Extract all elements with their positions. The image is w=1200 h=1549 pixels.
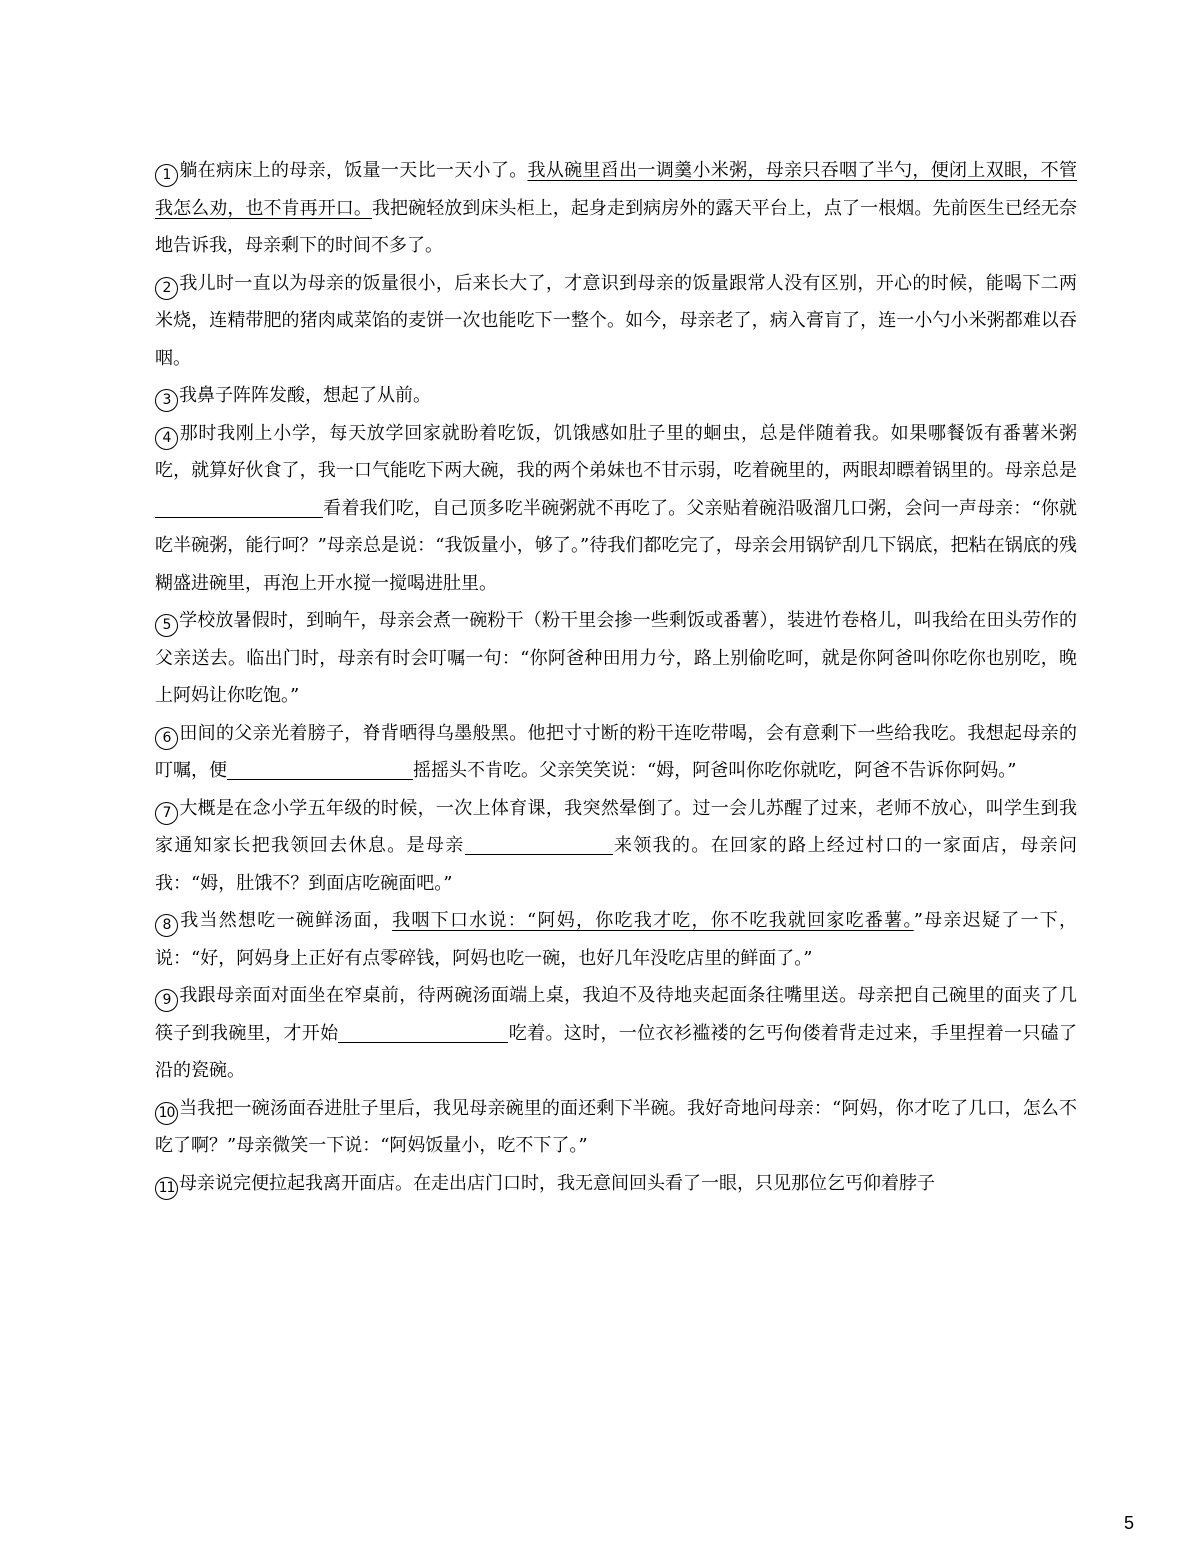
fill-in-blank bbox=[155, 497, 323, 518]
paragraph-text: 躺在病床上的母亲，饭量一天比一天小了。 bbox=[179, 160, 528, 181]
fill-in-blank bbox=[338, 1022, 508, 1043]
paragraph-5 bbox=[155, 602, 1077, 715]
paragraph-text: 看着我们吃，自己顶多吃半碗粥就不再吃了。父亲贴着碗沿吸溜几口粥，会问一声母亲：“你就吃半碗粥，能行呵？”母亲总是说：“我饭量小，够了。”待我们都吃完了，母亲会用锅铲刮几下锅底，把粘在锅底的残糊盛进碗里，再泡上开水搅一搅喝进肚里。 bbox=[155, 497, 1077, 594]
paragraph-number-circle: 1 bbox=[155, 164, 178, 187]
paragraph-text: 学校放暑假时，到晌午，母亲会煮一碗粉干（粉干里会掺一些剩饭或番薯），装进竹卷格儿，叫我给在田头劳作的父亲送去。临出门时，母亲有时会叮嘱一句：“你阿爸种田用力兮，路上别偷吃呵，就是你阿爸叫你吃你也别吃，晚上阿妈让你吃饱。” bbox=[155, 610, 1077, 706]
paragraph-number-circle: 3 bbox=[155, 389, 178, 412]
paragraph-1 bbox=[155, 152, 1077, 265]
paragraph-6 bbox=[155, 715, 1077, 790]
paragraph-text: 我跟母亲面对面坐在窄桌前，待两碗汤面端上桌，我迫不及待地夹起面条往嘴里送。母亲把自己碗里的面夹了几筷子到我碗里，才开始 bbox=[155, 985, 1077, 1044]
paragraph-text: 我鼻子阵阵发酸，想起了从前。 bbox=[179, 385, 431, 406]
paragraph-text: 田间的父亲光着膀子，脊背晒得乌墨般黑。他把寸寸断的粉干连吃带喝，会有意剩下一些给我吃。我想起母亲的叮嘱，便 bbox=[155, 722, 1077, 781]
fill-in-blank bbox=[227, 759, 413, 780]
paragraph-number-circle: 5 bbox=[155, 614, 178, 637]
paragraph-number-circle: 11 bbox=[155, 1177, 178, 1200]
paragraph-text: 我把碗轻放到床头柜上，起身走到病房外的露天平台上，点了一根烟。先前医生已经无奈地告诉我，母亲剩下的时间不多了。 bbox=[155, 197, 1078, 256]
paragraph-text: 我当然想吃一碗鲜汤面， bbox=[179, 910, 393, 931]
paragraph-8 bbox=[155, 902, 1077, 977]
paragraph-10 bbox=[155, 1090, 1077, 1165]
paragraph-number-circle: 4 bbox=[155, 427, 178, 450]
paragraph-text: 我儿时一直以为母亲的饭量很小，后来长大了，才意识到母亲的饭量跟常人没有区别，开心的时候，能喝下二两米烧，连精带肥的猪肉咸菜馅的麦饼一次也能吃下一整个。如今，母亲老了，病入膏肓了，连一小勺小米粥都难以吞咽。 bbox=[155, 272, 1077, 369]
paragraph-text: 母亲说完便拉起我离开面店。在走出店门口时，我无意间回头看了一眼，只见那位乞丐仰着脖子 bbox=[179, 1172, 935, 1194]
paragraph-4 bbox=[155, 415, 1077, 603]
paragraph-7 bbox=[155, 790, 1077, 903]
paragraph-number-circle: 2 bbox=[155, 277, 178, 300]
paragraph-text: 摇摇头不肯吃。父亲笑笑说：“姆，阿爸叫你吃你就吃，阿爸不告诉你阿妈。” bbox=[413, 760, 1017, 781]
paragraph-number-circle: 6 bbox=[155, 727, 178, 750]
paragraph-text: 当我把一碗汤面吞进肚子里后，我见母亲碗里的面还剩下半碗。我好奇地问母亲：“阿妈，你才吃了几口，怎么不吃了啊？”母亲微笑一下说：“阿妈饭量小，吃不下了。” bbox=[155, 1097, 1077, 1156]
paragraph-11 bbox=[155, 1165, 1077, 1203]
paragraph-number-circle: 9 bbox=[155, 989, 178, 1012]
paragraph-number-circle: 7 bbox=[155, 802, 178, 825]
underlined-sentence: 我咽下口水说：“阿妈，你吃我才吃，你不吃我就回家吃番薯。 bbox=[392, 910, 914, 931]
underlined-sentence: 我从碗里舀出一调羹小米粥，母亲只吞咽了半勺，便闭上双眼，不管我怎么劝，也不肯再开口。 bbox=[155, 160, 1077, 219]
paragraph-number-circle: 8 bbox=[155, 914, 178, 937]
paragraph-number-circle: 10 bbox=[155, 1102, 178, 1125]
fill-in-blank bbox=[465, 834, 613, 855]
paragraph-text: 那时我刚上小学，每天放学回家就盼着吃饭，饥饿感如肚子里的蛔虫，总是伴随着我。如果哪餐饭有番薯米粥吃，就算好伙食了，我一口气能吃下两大碗，我的两个弟妹也不甘示弱，吃着碗里的，两眼却瞟着锅里的。母亲总是 bbox=[155, 422, 1077, 481]
page-number: 5 bbox=[1123, 1513, 1134, 1533]
paragraph-text: 吃着。这时，一位衣衫褴褛的乞丐佝偻着背走过来，手里捏着一只磕了沿的瓷碗。 bbox=[155, 1022, 1078, 1081]
paragraph-2 bbox=[155, 265, 1077, 378]
article-body bbox=[155, 152, 1077, 1202]
paragraph-text: ”母亲迟疑了一下，说：“好，阿妈身上正好有点零碎钱，阿妈也吃一碗，也好几年没吃店里的鲜面了。” bbox=[155, 910, 1078, 969]
paragraph-9 bbox=[155, 977, 1077, 1090]
paragraph-text: 来领我的。在回家的路上经过村口的一家面店，母亲问我：“姆，肚饿不？到面店吃碗面吧。” bbox=[155, 835, 1078, 894]
paragraph-3 bbox=[155, 377, 1077, 415]
paragraph-text: 大概是在念小学五年级的时候，一次上体育课，我突然晕倒了。过一会儿苏醒了过来，老师不放心，叫学生到我家通知家长把我领回去休息。是母亲 bbox=[155, 797, 1077, 856]
